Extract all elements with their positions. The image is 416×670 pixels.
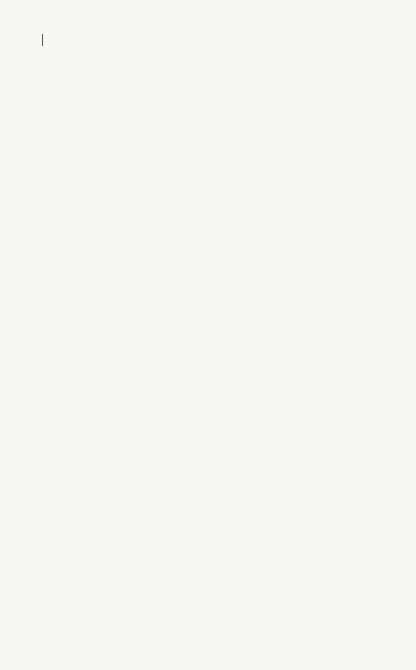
header-divider [42,34,43,46]
running-header [34,34,51,46]
